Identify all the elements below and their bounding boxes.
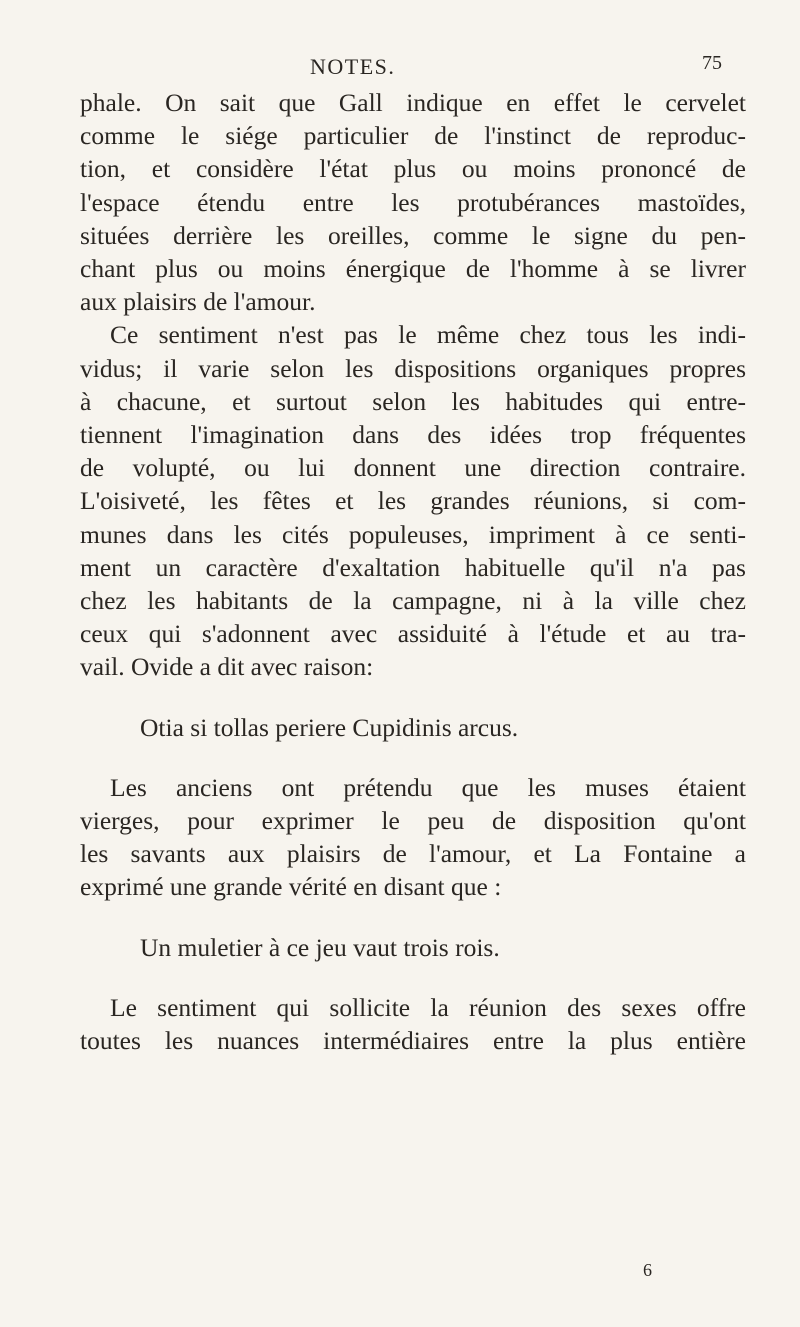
text-line: phale. On sait que Gall indique en effet le cervelet <box>80 88 746 117</box>
text-line: aux plaisirs de l'amour. <box>80 287 316 317</box>
signature-mark: 6 <box>643 1260 652 1280</box>
text-line: vail. Ovide a dit avec raison: <box>80 652 374 682</box>
text-line: Les anciens ont prétendu que les muses étaient <box>110 772 746 802</box>
text-line: ment un caractère d'exaltation habituelle qu'il n'a pas <box>80 552 746 582</box>
text-line: Ce sentiment n'est pas le même chez tous les indi- <box>110 320 746 350</box>
verse-quotation: Un muletier à ce jeu vaut trois rois. <box>140 932 500 962</box>
latin-quotation: Otia si tollas periere Cupidinis arcus. <box>140 712 519 742</box>
body-text <box>80 86 746 1057</box>
text-line: l'espace étendu entre les protubérances mastoïdes, <box>80 187 746 217</box>
text-line: les savants aux plaisirs de l'amour, et La Fontaine a <box>80 839 746 869</box>
text-line: L'oisiveté, les fêtes et les grandes réunions, si com- <box>80 486 746 516</box>
text-line: Le sentiment qui sollicite la réunion des sexes offre <box>110 992 746 1022</box>
running-title: NOTES. <box>310 54 396 79</box>
text-line: ceux qui s'adonnent avec assiduité à l'étude et au tra- <box>80 619 746 649</box>
text-line: tion, et considère l'état plus ou moins prononcé de <box>80 154 746 184</box>
text-line: de volupté, ou lui donnent une direction contraire. <box>80 453 746 483</box>
text-line: vidus; il varie selon les dispositions organiques propres <box>80 353 746 383</box>
text-line: comme le siége particulier de l'instinct de reproduc- <box>80 121 746 151</box>
text-line: chez les habitants de la campagne, ni à la ville chez <box>80 586 746 616</box>
text-line: exprimé une grande vérité en disant que : <box>80 872 502 902</box>
page-number: 75 <box>702 52 722 74</box>
page-header <box>0 54 800 84</box>
text-line: chant plus ou moins énergique de l'homme à se livrer <box>80 254 746 284</box>
text-line: tiennent l'imagination dans des idées trop fréquentes <box>80 420 746 450</box>
text-line: munes dans les cités populeuses, impriment à ce senti- <box>80 519 746 549</box>
text-line: toutes les nuances intermédiaires entre la plus entière <box>80 1026 746 1056</box>
text-line: à chacune, et surtout selon les habitudes qui entre- <box>80 386 746 416</box>
text-line: situées derrière les oreilles, comme le signe du pen- <box>80 220 746 250</box>
text-line: vierges, pour exprimer le peu de disposition qu'ont <box>80 806 746 836</box>
